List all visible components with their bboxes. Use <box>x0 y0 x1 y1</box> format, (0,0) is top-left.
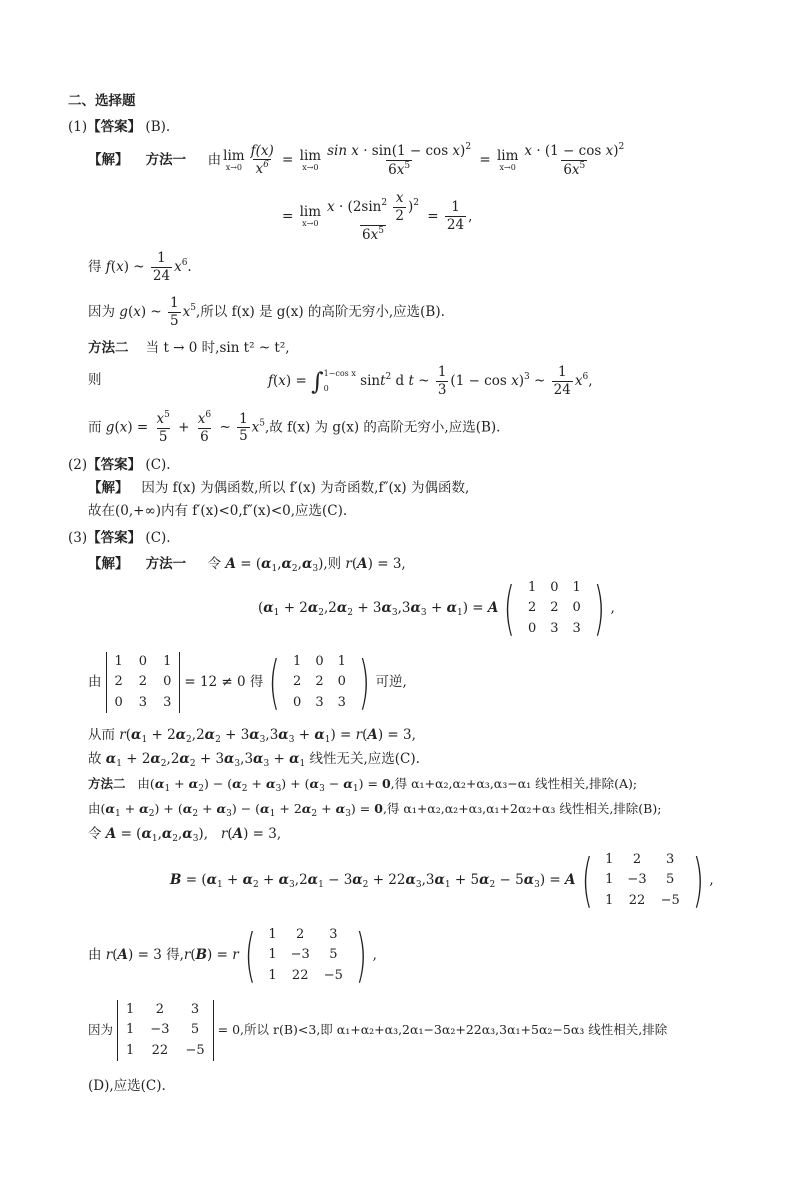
q2-line2: 故在(0,+∞)内有 f′(x)<0,f″(x)<0,应选(C). <box>88 503 348 519</box>
q3-method1-det: 由 1 0 1 2 2 0 0 3 3 = 12 ≠ 0 得 ( 1 0 1 2 2 0 0 3 3 ) 可逆, <box>88 648 407 717</box>
q3-method1-rank: 从而 $r(\alpha_1 + 2\alpha_2,2\alpha_2 + 3\alpha_3,3\alpha_3 + \alpha_1) = r(A) = 3$, <box>88 727 416 745</box>
q3-method2-rank-B: 由 r(A) = 3 得,r(B) = r ( 1 2 3 1 −3 5 1 22 −5 ) , <box>88 921 377 990</box>
q3-method1-let: 【解】 方法一 令 $A = (\alpha_1,\alpha_2,\alpha_3)$,则 r(A) = 3, <box>88 556 406 574</box>
q1-method1-limit-cont: = lim x→0 $x \cdot (2\sin^2$ $\frac{x}{2}$ )$^2$ $6x^5$ = $\frac{1}{24}$ , <box>282 190 473 243</box>
q1-method1-limit: 【解】 方法一 由 lim x→0 $\frac{f(x)}{x^6}$ = lim x→0 $\frac{\sin x \cdot \sin(1 - \cos x)^2}{6x^5}$ = lim x→0 $\frac{x \cdot (1 - \cos x)^2}{6x^5}$ <box>88 142 625 178</box>
section-title: 二、选择题 <box>68 93 136 109</box>
q1-answer-line: (1)【答案】 (B). <box>68 119 171 135</box>
q1-result: 得 f(x) ~ $\frac{1}{24}$ $x^6$. <box>88 250 192 284</box>
q1-method2-integral: f(x) = ∫ 1−cos x 0 sint$^2$ d t ~ $\frac{1}{3}$ $(1 - \cos x)^3$ ~ $\frac{1}{24}$ $x^6$, <box>268 364 593 398</box>
q1-method2: 方法二 当 t → 0 时,sin t² ~ t², <box>88 340 290 356</box>
q3-method2-matrix-B: $B = (\alpha_1 + \alpha_2 + \alpha_3,2\alpha_1 - 3\alpha_2 + 22\alpha_3,3\alpha_1 + 5\alpha_2 - 5\alpha_3) = A$ ( 1 2 3 1 −3 5 1 22 −5 ) , <box>170 846 714 915</box>
q1-method2-then-label: 则 <box>88 372 102 388</box>
q2-answer-line: (2)【答案】 (C). <box>68 457 171 473</box>
q2-line1: 【解】 因为 f(x) 为偶函数,所以 f′(x) 为奇函数,f″(x) 为偶函数, <box>88 480 470 496</box>
q3-method2-det: 因为 1 2 3 1 −3 5 1 22 −5 = 0,所以 r(B)<3,即 α₁+α₂+α₃,2α₁−3α₂+22α₃,3α₁+5α₂−5α₃ 线性相关,排除 <box>88 1000 667 1061</box>
q3-method2-line2: 由$(\alpha_1 + \alpha_2) + (\alpha_2 + \alpha_3) - (\alpha_1 + 2\alpha_2 + \alpha_3) = 0$,得 α₁+α₂,α₂+α₃,α₁+2α₂+α₃ 线性相关,排除(B); <box>88 801 662 819</box>
q3-answer-line: (3)【答案】 (C). <box>68 530 171 546</box>
q1-method2-conclusion: 而 g(x) = $\frac{x^5}{5}$ + $\frac{x^6}{6}$ ~ $\frac{1}{5}$ $x^5$,故 f(x) 为 g(x) 的高阶无穷小,应选(B). <box>88 410 501 445</box>
q3-method2-let: 令 $A = (\alpha_1,\alpha_2,\alpha_3)$, r(A) = 3, <box>88 826 282 844</box>
q3-final: (D),应选(C). <box>88 1078 166 1094</box>
q3-method2-line1: 方法二 由$(\alpha_1 + \alpha_2) - (\alpha_2 + \alpha_3) + (\alpha_3 - \alpha_1) = 0$,得 α₁+α₂,α₂+α₃,α₃−α₁ 线性相关,排除(A); <box>88 776 638 794</box>
q3-method1-product: $(\alpha_1 + 2\alpha_2,2\alpha_2 + 3\alpha_3,3\alpha_3 + \alpha_1) = A$ ( 1 0 1 2 2 0 0 3 3 ) , <box>258 574 615 643</box>
q3-method1-conclusion: 故 $\alpha_1 + 2\alpha_2,2\alpha_2 + 3\alpha_3,3\alpha_3 + \alpha_1$ 线性无关,应选(C). <box>88 751 420 769</box>
q1-conclusion: 因为 g(x) ~ $\frac{1}{5}$ $x^5$,所以 f(x) 是 g(x) 的高阶无穷小,应选(B). <box>88 295 445 329</box>
